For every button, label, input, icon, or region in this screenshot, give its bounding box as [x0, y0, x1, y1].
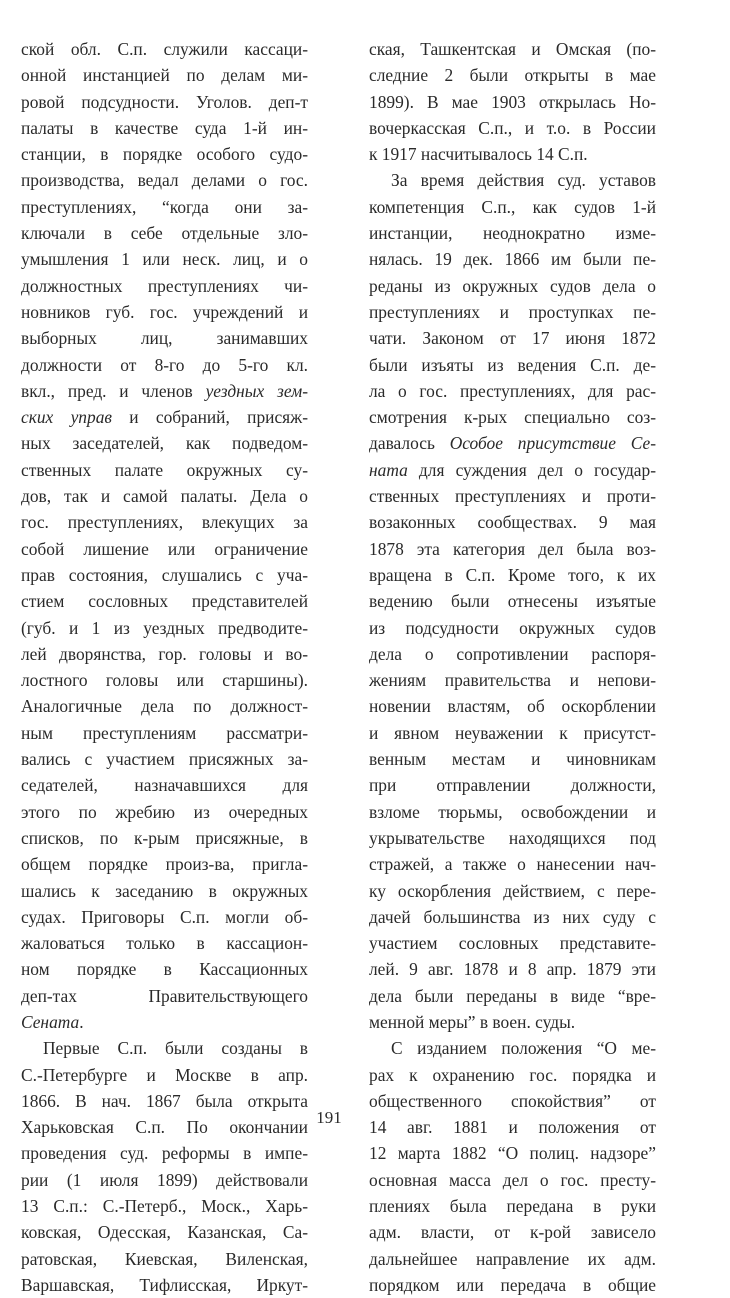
text-line: ключали в себе отдельные зло-	[21, 223, 308, 244]
text-line: 1899). В мае 1903 открылась Но-	[369, 91, 656, 112]
text-line: возаконных сообществах. 9 мая	[369, 512, 656, 533]
text-line: ровой подсудности. Уголов. деп-т	[21, 91, 308, 112]
text-line: дела были переданы в виде “вре-	[369, 985, 656, 1006]
text-line: взломе тюрьмы, освобождении и	[369, 801, 656, 822]
text-line	[369, 457, 656, 483]
text-line: ку оскорбления действием, с пере-	[369, 880, 656, 901]
text-line: менной меры” в воен. суды.	[369, 1011, 576, 1032]
text-line: ла о гос. преступлениях, для рас-	[369, 380, 656, 401]
text-line: лостного головы или старшины).	[21, 670, 308, 691]
text-line: ковская, Одесская, Казанская, Са-	[21, 1222, 308, 1243]
text-line: Варшавская, Тифлисская, Иркут-	[21, 1274, 308, 1295]
text-line: вочеркасская С.п., и т.о. в России	[369, 117, 656, 138]
text-line: общественного спокойствия” от	[369, 1090, 656, 1111]
text-segment: давалось	[369, 433, 450, 454]
text-line: деп-тах Правительствующего	[21, 985, 308, 1006]
text-line: к 1917 насчитывалось 14 С.п.	[369, 144, 588, 165]
text-line: новении властям, об оскорблении	[369, 696, 656, 717]
text-line: онной инстанцией по делам ми-	[21, 65, 308, 86]
text-line: ская, Ташкентская и Омская (по-	[369, 39, 656, 59]
text-line	[21, 378, 308, 404]
text-line: 1878 эта категория дел была воз-	[369, 538, 656, 559]
text-line: прав состояния, слушались с уча-	[21, 564, 308, 585]
italic-term: уездных зем-	[205, 380, 308, 401]
text-line: общем порядке произ-ва, пригла-	[21, 854, 308, 875]
text-line: ратовская, Киевская, Виленская,	[21, 1248, 308, 1269]
text-line: седателей, назначавшихся для	[21, 775, 308, 796]
text-line: жаловаться только в кассацион-	[21, 933, 308, 954]
text-line: списков, по к-рым присяжные, в	[21, 827, 308, 848]
text-segment: и собраний, присяж-	[111, 407, 308, 428]
text-line: станции, в порядке особого судо-	[21, 144, 308, 165]
text-line: ской обл. С.п. служили кассаци-	[21, 39, 308, 59]
text-line: гос. преступлениях, влекущих за	[21, 512, 308, 533]
text-line: ственных преступлениях и проти-	[369, 486, 656, 507]
page-number-footer	[0, 1108, 730, 1128]
text-segment: .	[79, 1011, 84, 1032]
text-line: За время действия суд. уставов	[391, 170, 656, 191]
text-line: плениях была передана в руки	[369, 1196, 656, 1217]
text-line: и явном неуважении к присутст-	[369, 722, 656, 743]
text-line: палаты в качестве суда 1-й ин-	[21, 117, 308, 138]
text-line: шались к заседанию в окружных	[21, 880, 308, 901]
text-line: Первые С.п. были созданы в	[43, 1038, 308, 1059]
text-line: дов, так и самой палаты. Дела о	[21, 486, 308, 507]
text-line: ных заседателей, как подведом-	[21, 433, 308, 454]
text-line: 13 С.п.: С.-Петерб., Моск., Харь-	[21, 1196, 308, 1217]
text-line: новников губ. гос. учреждений и	[21, 301, 308, 322]
text-line: 12 марта 1882 “О полиц. надзоре”	[369, 1143, 656, 1164]
italic-term: ната	[369, 459, 408, 480]
text-line: стражей, а также о нанесении нач-	[369, 854, 656, 875]
text-line: инстанции, неоднократно изме-	[369, 223, 656, 244]
text-line: при отправлении должности,	[369, 775, 656, 796]
text-line: ным преступлениям рассматри-	[21, 722, 308, 743]
text-line: основная масса дел о гос. престу-	[369, 1169, 656, 1190]
text-line: вращена в С.п. Кроме того, к их	[369, 564, 656, 585]
text-line: дачей большинства из них суду с	[369, 906, 656, 927]
text-line: дальнейшее направление их адм.	[369, 1248, 656, 1269]
italic-term: Сената	[21, 1011, 80, 1032]
text-line: Харьковская С.п. По окончании	[21, 1117, 308, 1138]
text-line: нялась. 19 дек. 1866 им были пе-	[369, 249, 656, 270]
text-line: этого по жребию из очередных	[21, 801, 308, 822]
text-line: С.-Петербурге и Москве в апр.	[21, 1064, 308, 1085]
page-number: 191	[316, 1108, 342, 1127]
italic-term: ских управ	[21, 407, 112, 428]
text-line: жениям правительства и непови-	[369, 670, 656, 691]
text-line: рии (1 июля 1899) действовали	[21, 1169, 308, 1190]
text-line: венным местам и чиновникам	[369, 749, 656, 770]
text-line: собой лишение или ограничение	[21, 538, 308, 559]
text-line: судах. Приговоры С.п. могли об-	[21, 906, 308, 927]
text-line: порядком или передача в общие	[369, 1274, 656, 1295]
text-line: ведению были отнесены изъятые	[369, 591, 656, 612]
text-line: участием сословных представите-	[369, 933, 656, 954]
text-line: лей. 9 авг. 1878 и 8 апр. 1879 эти	[369, 959, 656, 980]
text-line: компетенция С.п., как судов 1-й	[369, 196, 656, 217]
text-line: укрывательстве находящихся под	[369, 827, 656, 848]
text-line: из подсудности окружных судов	[369, 617, 656, 638]
text-line: должностных преступлениях чи-	[21, 275, 308, 296]
text-line: производства, ведал делами о гос.	[21, 170, 308, 191]
text-line: стием сословных представителей	[21, 591, 308, 612]
text-line: преступлениях и проступках пе-	[369, 301, 656, 322]
text-line: 14 авг. 1881 и положения от	[369, 1117, 656, 1138]
text-line: преступлениях, “когда они за-	[21, 196, 308, 217]
text-line: ственных палате окружных су-	[21, 459, 308, 480]
text-line: С изданием положения “О ме-	[391, 1038, 656, 1059]
text-line	[369, 430, 656, 456]
text-line: следние 2 были открыты в мае	[369, 65, 656, 86]
text-line	[21, 404, 308, 430]
text-line: чати. Законом от 17 июня 1872	[369, 328, 656, 349]
text-line: 1866. В нач. 1867 была открыта	[21, 1090, 308, 1111]
text-line: рах к охранению гос. порядка и	[369, 1064, 656, 1085]
text-line: умышления 1 или неск. лиц, и о	[21, 249, 308, 270]
text-line: были изъяты из ведения С.п. де-	[369, 354, 656, 375]
text-line: должности от 8-го до 5-го кл.	[21, 354, 308, 375]
text-line: дела о сопротивлении распоря-	[369, 643, 656, 664]
text-segment: вкл., пред. и членов	[21, 380, 206, 401]
text-line: адм. власти, от к-рой зависело	[369, 1222, 656, 1243]
text-line: вались с участием присяжных за-	[21, 749, 308, 770]
text-line: (губ. и 1 из уездных предводите-	[21, 617, 308, 638]
text-line	[21, 1009, 308, 1035]
text-line: выборных лиц, занимавших	[21, 328, 308, 349]
text-line: смотрения к-рых специально соз-	[369, 407, 656, 428]
text-line: лей дворянства, гор. головы и во-	[21, 643, 308, 664]
text-line: ном порядке в Кассационных	[21, 959, 308, 980]
text-line: Аналогичные дела по должност-	[21, 696, 308, 717]
italic-term: Особое присутствие Се-	[449, 433, 656, 454]
text-line: реданы из окружных судов дела о	[369, 275, 656, 296]
text-segment: для суждения дел о государ-	[407, 459, 656, 480]
text-line: проведения суд. реформы в импе-	[21, 1143, 308, 1164]
